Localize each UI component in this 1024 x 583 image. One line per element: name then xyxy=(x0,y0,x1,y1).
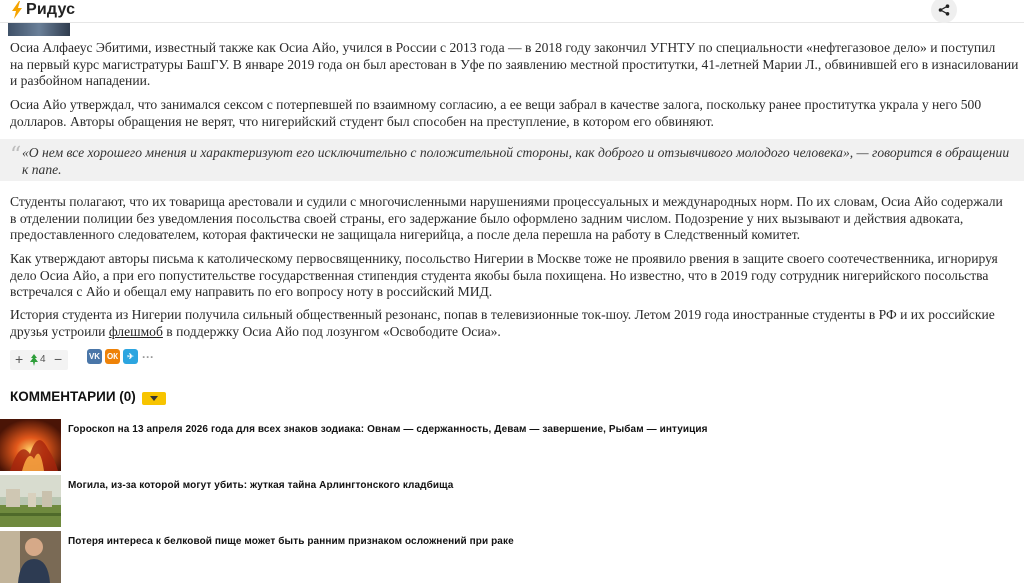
leaf-icon xyxy=(29,354,39,366)
paragraph-line: Студенты полагают, что их товарища арестовали и судили с многочисленными нарушениями процессуальных и международных норм. По их словам, Осиа Айо содержали xyxy=(10,194,1003,209)
share-icon xyxy=(938,4,950,16)
paragraph-line: дело Осиа Айо, а при его попустительстве государственная стипендия студента якобы была похищена. Но известно, что в 2019 году сотрудник нигерийского посольства xyxy=(10,267,989,283)
caret-down-icon xyxy=(150,396,158,401)
man-portrait-image xyxy=(0,531,61,583)
news-title[interactable]: Потеря интереса к белковой пище может быть ранним признаком осложнений при раке xyxy=(68,536,514,547)
paragraph-line: предоставленного следователем, которая фактически не защищала нигерийца, а после дела перешла на работу в Следственный комитет. xyxy=(10,227,801,242)
telegram-share-icon[interactable]: ✈ xyxy=(123,349,138,364)
news-item[interactable] xyxy=(0,531,1024,583)
flashmob-link[interactable]: флешмоб xyxy=(108,323,163,339)
top-bar xyxy=(0,0,1024,23)
cemetery-image xyxy=(0,475,61,527)
rating-minus-button[interactable]: − xyxy=(54,351,63,367)
comments-title: КОММЕНТАРИИ (0) xyxy=(10,389,136,404)
paragraph-text: друзья устроили xyxy=(10,323,109,339)
article-paragraph xyxy=(10,40,1024,90)
news-title[interactable]: Могила, из-за которой могут убить: жуткая тайна Арлингтонского кладбища xyxy=(68,480,454,491)
news-item[interactable] xyxy=(0,475,1024,527)
rating-count: 4 xyxy=(40,354,46,365)
paragraph-line: встречался с Айо и обещал ему направить по его вопросу ноту в российский МИД. xyxy=(10,284,493,299)
quote-line: к папе. xyxy=(22,161,62,177)
article-paragraph xyxy=(10,307,1024,340)
paragraph-line: Как утверждают авторы письма к католическому первосвященнику, посольство Нигерии в Москве тоже не проявило рвения в защите своего соотечественника, игнорируя xyxy=(10,251,998,266)
vk-share-icon[interactable]: VK xyxy=(87,349,102,364)
quote-mark-icon: “ xyxy=(10,143,22,168)
lightning-logo-icon xyxy=(10,1,24,19)
rating-widget xyxy=(10,350,68,370)
article-paragraph xyxy=(10,97,1024,130)
site-logo[interactable] xyxy=(10,0,75,20)
quote-text xyxy=(22,145,1024,178)
paragraph-line: История студента из Нигерии получила сильный общественный резонанс, попав в телевизионные ток-шоу. Летом 2019 года иностранные студенты в РФ и их российские xyxy=(10,307,995,322)
news-item[interactable] xyxy=(0,419,1024,471)
paragraph-line: Осиа Айо утверждал, что занимался сексом с потерпевшей по взаимному согласию, а ее вещи забрал в качестве залога, поскольку ранее проститутка украла у него 500 xyxy=(10,97,982,112)
more-share-icon[interactable]: ··· xyxy=(142,349,154,364)
share-button[interactable] xyxy=(931,0,957,23)
paragraph-line: в отделении полиции без уведомления посольства своей страны, его задержание было оформлено задним числом. Подозрение у них вызывают и действия адвоката, xyxy=(10,210,964,226)
article-image-strip xyxy=(8,22,70,36)
quote-line: «О нем все хорошего мнения и характеризуют его исключительно с положительной стороны, как доброго и отзывчивого молодого человека», — говорится в обращении xyxy=(22,145,1010,160)
paragraph-line: Осиа Алфаеус Эбитими, известный также как Осиа Айо, учился в России с 2013 года — в 2018 году закончил УГНТУ по специальности «нефтегазовое дело» и поступил xyxy=(10,40,996,55)
fire-image xyxy=(0,419,61,471)
comments-toggle-button[interactable] xyxy=(142,392,166,405)
logo-text: Ридус xyxy=(26,1,76,18)
paragraph-line: долларов. Авторы обращения не верят, что нигерийский студент был способен на преступление, в котором его обвиняют. xyxy=(10,113,714,129)
ok-share-icon[interactable]: ОК xyxy=(105,349,120,364)
article-quote xyxy=(0,139,1024,181)
social-share-bar xyxy=(87,349,155,364)
article-paragraph xyxy=(10,194,1024,244)
paragraph-line: и разбойном нападении. xyxy=(10,73,151,88)
rating-plus-button[interactable]: + xyxy=(15,351,24,367)
article-paragraph xyxy=(10,251,1024,301)
news-title[interactable]: Гороскоп на 13 апреля 2026 года для всех знаков зодиака: Овнам — сдержанность, Девам — завершение, Рыбам — интуиция xyxy=(68,424,708,435)
paragraph-text: в поддержку Осиа Айо под лозунгом «Освободите Осиа». xyxy=(162,323,501,339)
paragraph-line: на первый курс магистратуры БашГУ. В январе 2019 года он был арестован в Уфе по заявлению местной проститутки, 41-летней Марии Л., обвинившей его в изнасиловании xyxy=(10,56,1019,72)
